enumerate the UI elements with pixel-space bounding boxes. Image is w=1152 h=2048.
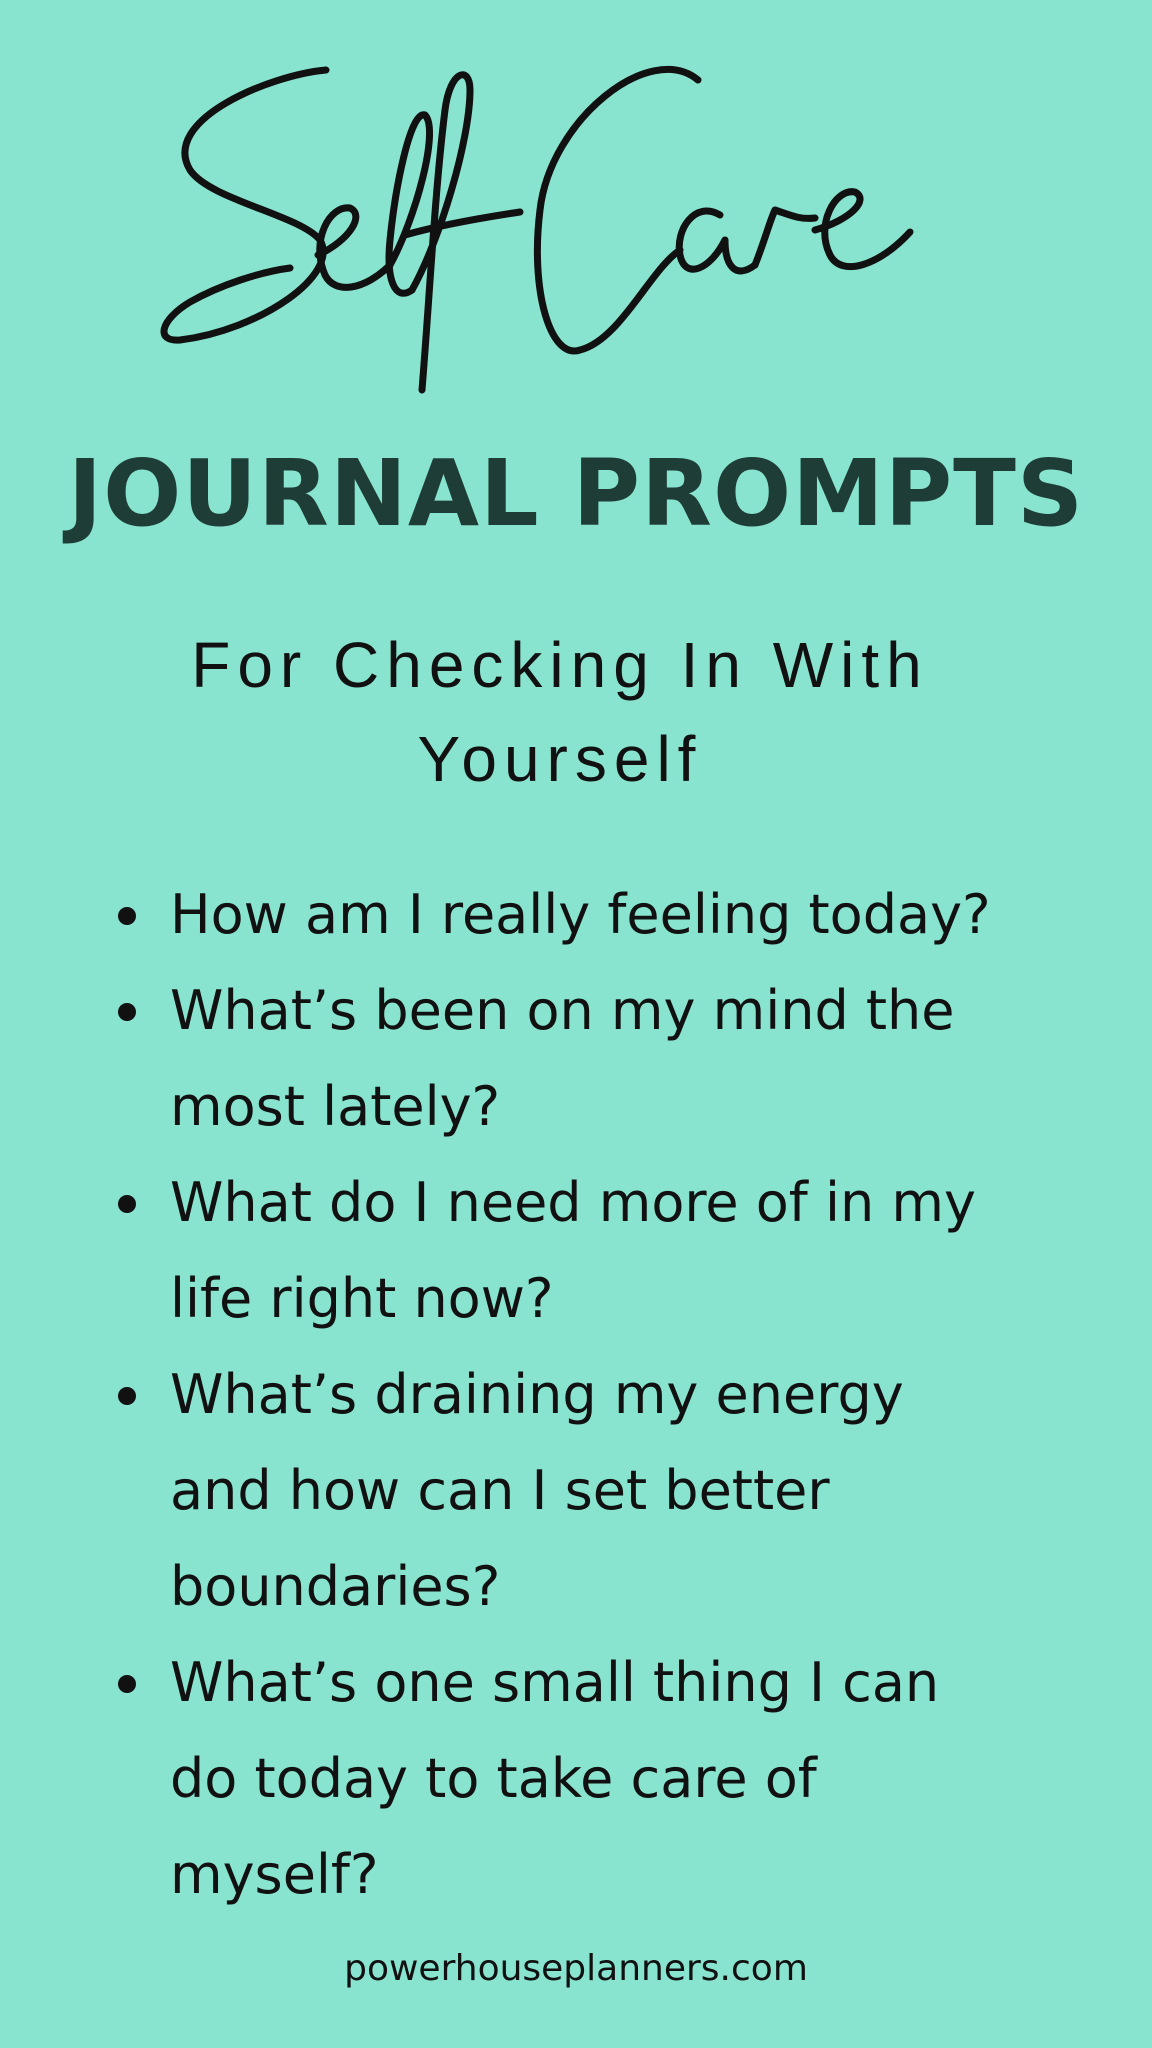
- subtitle-line-1: For Checking In With: [191, 629, 929, 701]
- script-letter-r: [755, 210, 815, 265]
- bullet-icon: [118, 907, 136, 925]
- subtitle-line-2: Yourself: [417, 723, 703, 795]
- prompt-line: How am I really feeling today?: [170, 883, 991, 946]
- bullet-icon: [118, 1675, 136, 1693]
- prompt-line: life right now?: [170, 1267, 554, 1330]
- prompt-line: boundaries?: [170, 1555, 501, 1618]
- prompt-item: [115, 1155, 1125, 1347]
- bullet-icon: [118, 1195, 136, 1213]
- prompt-line: myself?: [170, 1843, 379, 1906]
- script-letter-c: [537, 69, 698, 351]
- prompt-line: What’s one small thing I can: [170, 1651, 940, 1714]
- script-letter-f: [405, 75, 520, 390]
- prompt-item: [115, 1635, 1125, 1923]
- prompt-line: What’s draining my energy: [170, 1363, 904, 1426]
- script-letter-s: [164, 70, 326, 340]
- script-title: [150, 40, 1010, 420]
- prompt-item: [115, 963, 1125, 1155]
- prompt-line: and how can I set better: [170, 1459, 830, 1522]
- prompt-line: What’s been on my mind the: [170, 979, 955, 1042]
- self-care-script-lettering: [150, 40, 1010, 420]
- prompt-line: most lately?: [170, 1075, 501, 1138]
- website-link[interactable]: powerhouseplanners.com: [344, 1948, 808, 1989]
- prompt-item: [115, 1347, 1125, 1635]
- script-letter-a: [679, 211, 755, 271]
- prompt-line: do today to take care of: [170, 1747, 817, 1810]
- prompt-list: [115, 867, 1125, 1923]
- bullet-icon: [118, 1003, 136, 1021]
- prompt-line: What do I need more of in my: [170, 1171, 976, 1234]
- bullet-icon: [118, 1387, 136, 1405]
- prompt-item: [115, 867, 1125, 963]
- headline: JOURNAL PROMPTS: [67, 440, 1085, 547]
- script-letter-e: [318, 208, 390, 288]
- subtitle: [140, 618, 980, 806]
- script-letter-e-2: [815, 192, 910, 267]
